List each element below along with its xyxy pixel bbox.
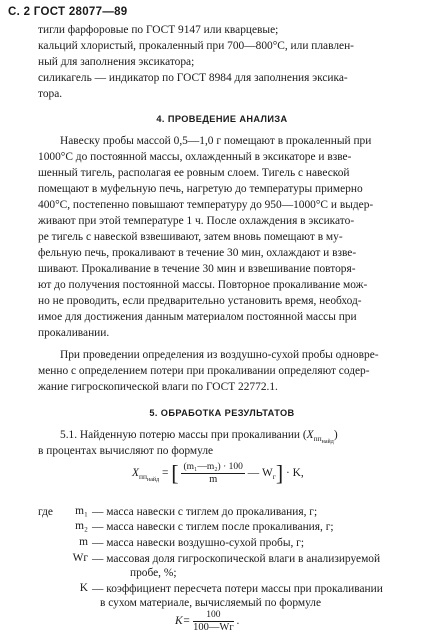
- paragraph-line: жание гигроскопической влаги по ГОСТ 22772.1.: [38, 381, 278, 393]
- def-term: Wг: [72, 552, 88, 564]
- def-text: — масса навески с тиглем до прокаливания, г;: [92, 506, 318, 518]
- def-text: — масса навески воздушно-сухой пробы, г;: [92, 537, 305, 549]
- def-term: m: [79, 536, 88, 548]
- paragraph-line: в процентах вычисляют по формуле: [38, 445, 214, 457]
- paragraph-line: шивают. Прокаливание в течение 30 мин и взвешивание повторя-: [38, 263, 356, 275]
- paragraph-line: Навеску пробы массой 0,5—1,0 г помещают в прокаленный при: [60, 135, 372, 147]
- fraction: $\frac{100}{100—Wг}$: [193, 610, 234, 633]
- paragraph-line: 400°С, постепенно повышают температуру до 950—1000°С и выдер-: [38, 199, 374, 211]
- bracket-close: ]: [275, 460, 284, 486]
- paragraph-line: прокаливании.: [38, 327, 110, 339]
- def-text: — масса навески с тиглем после прокаливания, г;: [92, 521, 334, 533]
- paragraph-line: менно с определением потери при прокаливании определяют содер-: [38, 365, 370, 377]
- paragraph-line: 1000°С до постоянной массы, охлажденный в эксикаторе и взве-: [38, 151, 352, 163]
- paragraph-line: живают при этой температуре 1 ч. После охлаждения в эксикато-: [38, 215, 355, 227]
- section-5-title: 5. ОБРАБОТКА РЕЗУЛЬТАТОВ: [149, 408, 295, 418]
- intro-line: ный для заполнения эксикатора;: [38, 56, 195, 68]
- paragraph-line: фельную печь, прокаливают в течение 30 мин, охлаждают и взве-: [38, 247, 357, 259]
- text: ): [333, 429, 338, 441]
- intro-line: силикагель — индикатор по ГОСТ 8984 для заполнения эксика-: [38, 72, 348, 84]
- paragraph-line: ре тигель с навеской взвешивают, затем вновь помещают в му-: [38, 231, 343, 243]
- paragraph-line: шенный тигель, располагая ее ровным слоем. Тигель с навеской: [38, 167, 350, 179]
- fraction: $\frac{\text{(m₁—m₂) · 100}}{m}$: [183, 462, 243, 485]
- var-x: X: [306, 429, 314, 441]
- k-formula: K= $\frac{100}{100—Wг}$ .: [175, 610, 240, 633]
- paragraph-line: ют до получения постоянной массы. Повторное прокаливание мож-: [38, 279, 368, 291]
- paragraph-line: имое для достижения данным материалом постоянной массы при: [38, 311, 357, 323]
- subscript: ппнайд: [313, 434, 334, 445]
- page-header: С. 2 ГОСТ 28077—89: [8, 6, 128, 18]
- paragraph-line: но не проводить, если предварительно установить время, необход-: [38, 295, 362, 307]
- intro-line: тигли фарфоровые по ГОСТ 9147 или кварцевые;: [38, 24, 279, 36]
- def-text: в сухом материале, вычисляемый по формуле: [100, 597, 322, 609]
- section-4-title: 4. ПРОВЕДЕНИЕ АНАЛИЗА: [156, 114, 288, 124]
- bracket-open: [: [171, 460, 179, 486]
- intro-line: кальций хлористый, прокаленный при 700—800°С, или плавлен-: [38, 40, 354, 52]
- def-text: — коэффициент пересчета потери массы при прокаливании: [92, 583, 383, 595]
- paragraph-line: помещают в муфельную печь, нагретую до температуры примерно: [38, 183, 363, 195]
- def-term: K: [79, 582, 88, 594]
- var-x: X: [132, 467, 139, 480]
- loss-formula: $X_{пп_{найд}}$ = [ $\frac{\text{(m₁—m₂) · 100}}{m}$ — $W_г] \cdot K$,: [132, 460, 304, 486]
- def-text: пробе, %;: [130, 567, 177, 579]
- paragraph-line: При проведении определения из воздушно-сухой пробы одновре-: [60, 349, 379, 361]
- intro-line: тора.: [38, 88, 63, 100]
- def-text: — массовая доля гигроскопической влаги в анализируемой: [92, 553, 381, 565]
- text: 5.1. Найденную потерю массы при прокаливании (: [60, 429, 307, 441]
- def-term: m₁: [75, 505, 88, 517]
- where-label: где: [38, 506, 53, 518]
- def-term: m₂: [75, 520, 88, 532]
